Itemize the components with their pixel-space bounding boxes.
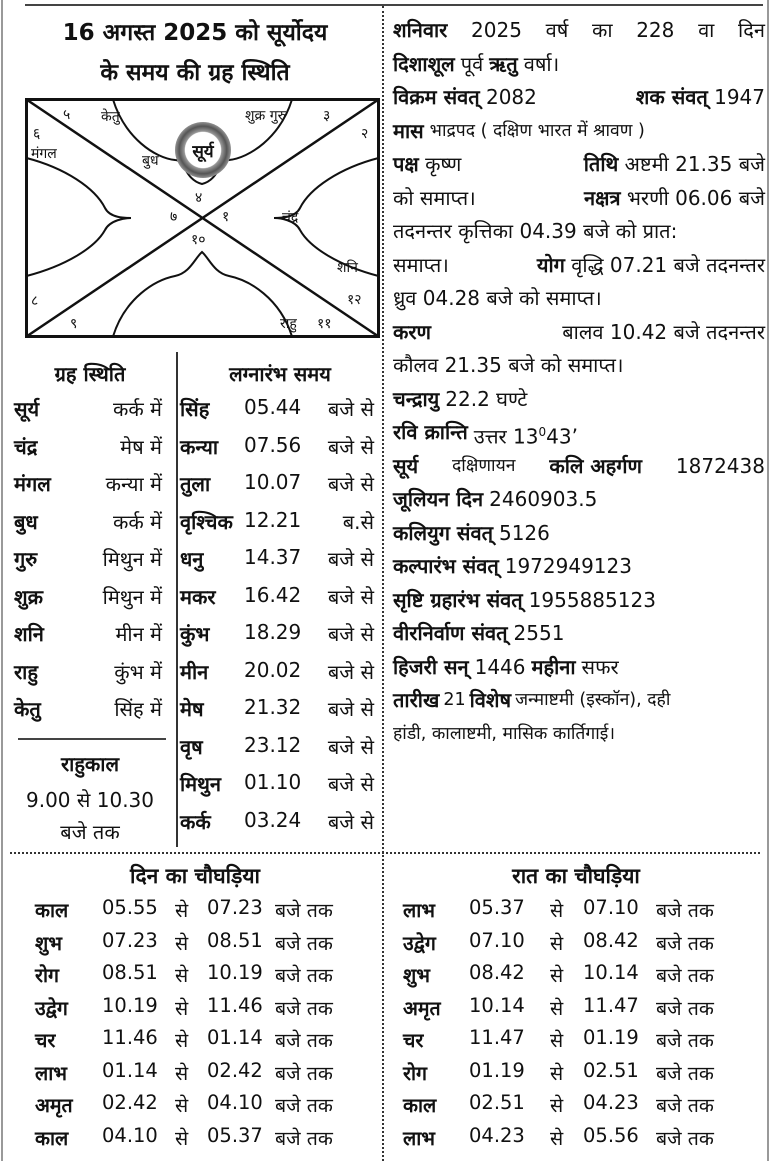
night_choghadiya-row bbox=[403, 1059, 753, 1092]
chog-to: 05.37 bbox=[207, 1123, 263, 1147]
house-8-label: ८ bbox=[31, 293, 39, 309]
lagna-suffix: बजे से bbox=[327, 809, 374, 834]
panchang-line-8 bbox=[393, 249, 765, 283]
chog-tak: बजे तक bbox=[656, 1061, 714, 1085]
right-border bbox=[767, 0, 769, 1161]
chog-from: 08.42 bbox=[469, 961, 525, 984]
text: का bbox=[591, 18, 613, 42]
panchang-line-2 bbox=[393, 48, 765, 82]
weekday: शनिवार bbox=[393, 18, 448, 42]
chog-se: से bbox=[550, 1094, 564, 1117]
chog-to: 04.10 bbox=[207, 1091, 263, 1114]
sun-icon bbox=[175, 122, 231, 178]
chog-tak: बजे तक bbox=[275, 996, 333, 1020]
chog-from: 02.51 bbox=[469, 1091, 525, 1114]
planet-name: राहु bbox=[14, 659, 38, 684]
ketu-label: केतु bbox=[101, 109, 120, 125]
chog-from: 04.10 bbox=[102, 1123, 158, 1147]
label: योग bbox=[536, 252, 565, 277]
house-6-label: ६ bbox=[33, 126, 41, 142]
lagna-rashi: कर्क bbox=[180, 809, 211, 834]
planet-sign: मिथुन में bbox=[102, 584, 162, 609]
chog-from: 05.55 bbox=[102, 896, 158, 919]
value: 1955885123 bbox=[528, 587, 656, 612]
value: ध्रुव 04.28 बजे को समाप्त। bbox=[393, 286, 602, 310]
lagna-time: 05.44 bbox=[244, 395, 302, 419]
chog-name: काल bbox=[35, 1126, 69, 1150]
night_choghadiya-row bbox=[403, 994, 753, 1027]
value: पूर्व bbox=[460, 51, 484, 76]
lagna-row bbox=[180, 470, 380, 504]
chog-to: 08.42 bbox=[583, 928, 639, 952]
planet-sign: कर्क में bbox=[112, 509, 162, 534]
chog-to: 07.23 bbox=[207, 896, 263, 919]
planet-name: शुक्र bbox=[14, 584, 43, 609]
label: तारीख bbox=[393, 688, 440, 712]
house-1-label: १ bbox=[222, 209, 230, 225]
graha-row bbox=[14, 620, 162, 654]
rahukaal-until: बजे तक bbox=[60, 820, 120, 844]
value: हांडी, कालाष्टमी, मासिक कार्तिगाई। bbox=[393, 723, 616, 744]
chog-to: 04.23 bbox=[583, 1091, 639, 1114]
chog-name: काल bbox=[403, 1094, 437, 1117]
degree-sup: 0 bbox=[538, 425, 547, 439]
value: कृष्ण bbox=[425, 152, 462, 176]
chog-from: 11.46 bbox=[102, 1026, 158, 1049]
chog-to: 10.19 bbox=[207, 961, 263, 984]
label: कलियुग संवत् bbox=[393, 520, 493, 545]
text: वा bbox=[698, 18, 715, 42]
lagna-time: 12.21 bbox=[244, 507, 302, 532]
panchang-line-18 bbox=[393, 584, 765, 618]
chog-name: रोग bbox=[403, 1061, 428, 1085]
chog-from: 11.47 bbox=[469, 1026, 525, 1049]
chog-to: 11.47 bbox=[583, 993, 639, 1017]
chog-se: से bbox=[175, 899, 189, 922]
lagna-rashi: वृष bbox=[180, 734, 203, 759]
value: 5126 bbox=[498, 520, 550, 545]
chog-to: 08.51 bbox=[207, 928, 263, 952]
day_choghadiya-row bbox=[35, 994, 385, 1027]
chog-to: 02.51 bbox=[583, 1058, 639, 1082]
house-10-label: १० bbox=[191, 232, 206, 248]
bottom-dotted-divider bbox=[10, 852, 760, 854]
night-choghadiya-heading: रात का चौघड़िया bbox=[512, 864, 640, 888]
value: उत्तर 13 bbox=[473, 424, 539, 449]
panchang-line-6 bbox=[393, 182, 765, 216]
panchang-line-19 bbox=[393, 617, 765, 651]
panchang-line-16 bbox=[393, 517, 765, 551]
value: 21 bbox=[443, 690, 466, 710]
text: दिन bbox=[738, 18, 765, 42]
value: वृद्धि 07.21 बजे तदनन्तर bbox=[571, 252, 765, 277]
label: वीरनिर्वाण संवत् bbox=[393, 621, 508, 645]
value: अष्टमी 21.35 बजे bbox=[624, 152, 765, 176]
value: समाप्त। bbox=[393, 252, 449, 277]
value: 2551 bbox=[513, 621, 565, 645]
lagna-suffix: ब.से bbox=[342, 509, 374, 534]
chog-tak: बजे तक bbox=[275, 1061, 333, 1085]
label: हिजरी सन् bbox=[393, 654, 469, 679]
chog-from: 10.14 bbox=[469, 993, 525, 1017]
rahukaal-heading: राहुकाल bbox=[60, 752, 120, 776]
value: 2082 bbox=[485, 85, 537, 109]
night_choghadiya-row bbox=[403, 1026, 753, 1059]
lagna-rashi: मीन bbox=[180, 659, 209, 684]
lagna-time: 18.29 bbox=[244, 620, 302, 644]
panchang-line-13 bbox=[393, 416, 765, 450]
lagna-time: 01.10 bbox=[244, 770, 302, 794]
lagna-suffix: बजे से bbox=[327, 772, 374, 796]
panchang-line-22 bbox=[393, 718, 765, 752]
lagna-row bbox=[180, 545, 380, 579]
lagna-heading: लग्नारंभ समय bbox=[229, 362, 331, 386]
panchang-line-4 bbox=[393, 115, 765, 149]
rahukaal-rule bbox=[18, 738, 166, 740]
panchang-line-12 bbox=[393, 383, 765, 417]
rahu-label: राहु bbox=[280, 316, 297, 332]
chog-name: उद्वेग bbox=[403, 931, 436, 955]
label: शक संवत् bbox=[635, 85, 708, 109]
lagna-rashi: मिथुन bbox=[180, 772, 222, 796]
label: विशेष bbox=[469, 688, 512, 712]
chog-name: लाभ bbox=[403, 1126, 435, 1150]
chog-tak: बजे तक bbox=[275, 1126, 333, 1150]
panchang-line-1 bbox=[393, 14, 765, 48]
planet-name: चंद्र bbox=[14, 434, 38, 459]
chog-from: 08.51 bbox=[102, 961, 158, 984]
lagna-time: 03.24 bbox=[244, 807, 302, 832]
rahukaal-time: 9.00 से 10.30 bbox=[25, 788, 155, 812]
label: दिशाशूल bbox=[393, 51, 455, 76]
label: चन्द्रायु bbox=[393, 386, 440, 411]
label: कल्पारंभ संवत् bbox=[393, 554, 499, 578]
panchang-line-21 bbox=[393, 684, 765, 718]
shani-label: शनि bbox=[337, 260, 358, 276]
value: वर्षा। bbox=[523, 51, 560, 76]
planet-sign: कुंभ में bbox=[114, 659, 162, 684]
lagna-suffix: बजे से bbox=[327, 472, 374, 496]
chog-name: अमृत bbox=[35, 1094, 73, 1117]
label: तिथि bbox=[583, 152, 619, 176]
night_choghadiya-row bbox=[403, 961, 753, 994]
chog-name: लाभ bbox=[35, 1061, 67, 1085]
chandra-label: चंद्र bbox=[282, 210, 299, 226]
graha-row bbox=[14, 583, 162, 617]
night_choghadiya-row bbox=[403, 896, 753, 929]
graha-row bbox=[14, 545, 162, 579]
label: सृष्टि ग्रहारंभ संवत् bbox=[393, 587, 523, 612]
value: सफर bbox=[581, 654, 619, 679]
chog-se: से bbox=[550, 1061, 564, 1085]
chog-se: से bbox=[175, 1029, 189, 1052]
panchang-line-10 bbox=[393, 316, 765, 350]
panchang-line-17 bbox=[393, 550, 765, 584]
panchang-line-7 bbox=[393, 215, 765, 249]
panchang-line-9 bbox=[393, 282, 765, 316]
chog-name: काल bbox=[35, 899, 69, 922]
chog-se: से bbox=[550, 899, 564, 922]
shukra-guru-label: शुक्र गुरु bbox=[245, 108, 286, 124]
planet-name: केतु bbox=[14, 697, 41, 721]
day_choghadiya-row bbox=[35, 1124, 385, 1157]
chog-se: से bbox=[550, 931, 564, 955]
graha-row bbox=[14, 658, 162, 692]
value: दक्षिणायन bbox=[452, 455, 516, 476]
lagna-row bbox=[180, 395, 380, 429]
chog-tak: बजे तक bbox=[656, 996, 714, 1020]
panchang-line-15 bbox=[393, 483, 765, 517]
lagna-suffix: बजे से bbox=[327, 659, 374, 684]
planet-name: मंगल bbox=[14, 472, 51, 496]
chog-name: लाभ bbox=[403, 899, 435, 922]
night_choghadiya-row bbox=[403, 929, 753, 962]
chog-to: 01.19 bbox=[583, 1026, 639, 1049]
value: 43’ bbox=[546, 424, 578, 449]
chog-tak: बजे तक bbox=[656, 931, 714, 955]
chog-se: से bbox=[175, 931, 189, 955]
house-12-label: १२ bbox=[347, 292, 362, 308]
label: महीना bbox=[531, 654, 576, 679]
value: कौलव 21.35 बजे को समाप्त। bbox=[393, 353, 624, 377]
value: भरणी 06.06 बजे bbox=[626, 185, 765, 210]
chog-from: 10.19 bbox=[102, 993, 158, 1017]
lagna-row bbox=[180, 695, 380, 729]
mangal-label: मंगल bbox=[31, 146, 57, 162]
day_choghadiya-row bbox=[35, 961, 385, 994]
lagna-rashi: सिंह bbox=[180, 397, 210, 421]
label: पक्ष bbox=[393, 152, 419, 176]
graha-row bbox=[14, 395, 162, 429]
chog-to: 02.42 bbox=[207, 1058, 263, 1082]
house-7-label: ७ bbox=[170, 209, 178, 225]
chog-from: 01.14 bbox=[102, 1058, 158, 1082]
day_choghadiya-row bbox=[35, 929, 385, 962]
graha-sthiti-heading: ग्रह स्थिति bbox=[54, 362, 126, 386]
chog-tak: बजे तक bbox=[275, 1029, 333, 1052]
chog-to: 07.10 bbox=[583, 896, 639, 919]
day_choghadiya-row bbox=[35, 896, 385, 929]
value: 1947 bbox=[714, 85, 765, 109]
house-3-label: ३ bbox=[323, 108, 331, 124]
label: नक्षत्र bbox=[584, 185, 621, 210]
chog-from: 01.19 bbox=[469, 1058, 525, 1082]
planet-name: गुरु bbox=[14, 547, 38, 571]
planet-sign: सिंह में bbox=[114, 697, 162, 721]
lagna-time: 21.32 bbox=[244, 695, 302, 719]
value: जन्माष्टमी (इस्कॉन), दही bbox=[515, 690, 671, 710]
chog-tak: बजे तक bbox=[275, 931, 333, 955]
lagna-rashi: वृश्चिक bbox=[180, 509, 233, 534]
lagna-rashi: मकर bbox=[180, 584, 216, 609]
lagna-rashi: कन्या bbox=[180, 434, 219, 459]
night_choghadiya-row bbox=[403, 1124, 753, 1157]
lagna-row bbox=[180, 583, 380, 617]
lagna-suffix: बजे से bbox=[327, 734, 374, 759]
value: 1446 bbox=[474, 654, 526, 679]
planet-sign: कर्क में bbox=[112, 397, 162, 421]
panchang-details bbox=[393, 14, 765, 751]
chog-se: से bbox=[175, 964, 189, 987]
chog-tak: बजे तक bbox=[656, 964, 714, 987]
chog-to: 05.56 bbox=[583, 1123, 639, 1147]
lagna-time: 20.02 bbox=[244, 657, 302, 682]
budh-label: बुध bbox=[142, 153, 159, 169]
chog-se: से bbox=[550, 1029, 564, 1052]
value: भाद्रपद ( दक्षिण भारत में श्रावण ) bbox=[429, 120, 645, 141]
chog-name: चर bbox=[403, 1029, 424, 1052]
label: मास bbox=[393, 118, 424, 143]
chog-tak: बजे तक bbox=[656, 1029, 714, 1052]
chog-tak: बजे तक bbox=[275, 964, 333, 987]
chog-se: से bbox=[175, 996, 189, 1020]
lagna-time: 07.56 bbox=[244, 432, 302, 457]
lagna-rashi: कुंभ bbox=[180, 622, 210, 646]
planet-sign: मेष में bbox=[120, 434, 162, 459]
lagna-row bbox=[180, 770, 380, 804]
top-rule bbox=[25, 4, 763, 6]
night_choghadiya-row bbox=[403, 1091, 753, 1124]
lagna-rashi: तुला bbox=[180, 472, 211, 496]
planet-name: शनि bbox=[14, 622, 44, 646]
sun-label: सूर्य bbox=[192, 141, 214, 162]
left-border bbox=[1, 0, 3, 1161]
label: विक्रम संवत् bbox=[393, 85, 480, 109]
day-choghadiya-heading: दिन का चौघड़िया bbox=[130, 864, 260, 888]
chog-to: 11.46 bbox=[207, 993, 263, 1017]
chog-se: से bbox=[550, 996, 564, 1020]
chog-from: 07.23 bbox=[102, 928, 158, 952]
lagna-time: 10.07 bbox=[244, 470, 302, 494]
panchang-line-5 bbox=[393, 148, 765, 182]
lagna-rashi: धनु bbox=[180, 547, 204, 571]
label: कलि अहर्गण bbox=[549, 453, 643, 478]
day-number: 228 bbox=[636, 18, 675, 42]
lagna-row bbox=[180, 433, 380, 467]
chog-name: शुभ bbox=[403, 964, 430, 987]
day_choghadiya-row bbox=[35, 1091, 385, 1124]
chog-from: 07.10 bbox=[469, 928, 525, 952]
lagna-suffix: बजे से bbox=[327, 622, 374, 646]
page-title-line2: के समय की ग्रह स्थिति bbox=[100, 60, 290, 86]
lagna-suffix: बजे से bbox=[327, 397, 374, 421]
lagna-suffix: बजे से bbox=[327, 547, 374, 571]
chog-name: रोग bbox=[35, 964, 60, 987]
label: ऋतु bbox=[489, 51, 518, 76]
panchang-line-11 bbox=[393, 349, 765, 383]
planet-name: सूर्य bbox=[14, 397, 40, 421]
label: जूलियन दिन bbox=[393, 487, 484, 511]
chog-se: से bbox=[175, 1126, 189, 1150]
panchang-line-20 bbox=[393, 651, 765, 685]
kundali-chart bbox=[25, 98, 380, 338]
panchang-line-14 bbox=[393, 450, 765, 484]
chog-from: 02.42 bbox=[102, 1091, 158, 1114]
chog-tak: बजे तक bbox=[656, 1126, 714, 1150]
value: को समाप्त। bbox=[393, 185, 476, 210]
planet-sign: मिथुन में bbox=[102, 547, 162, 571]
chog-se: से bbox=[175, 1094, 189, 1117]
lagna-row bbox=[180, 620, 380, 654]
panchang-line-3 bbox=[393, 81, 765, 115]
chog-tak: बजे तक bbox=[275, 899, 333, 922]
house-11-label: ११ bbox=[317, 316, 332, 332]
house-5-label: ५ bbox=[63, 107, 71, 123]
lagna-suffix: बजे से bbox=[327, 697, 374, 721]
value: 2460903.5 bbox=[489, 487, 598, 511]
chog-name: शुभ bbox=[35, 931, 62, 955]
lagna-row bbox=[180, 658, 380, 692]
chog-se: से bbox=[550, 964, 564, 987]
label: करण bbox=[393, 319, 431, 344]
lagna-time: 16.42 bbox=[244, 582, 302, 607]
day_choghadiya-row bbox=[35, 1059, 385, 1092]
chog-to: 10.14 bbox=[583, 961, 639, 984]
chog-tak: बजे तक bbox=[656, 899, 714, 922]
lagna-time: 23.12 bbox=[244, 732, 302, 757]
house-4-label: ४ bbox=[195, 190, 203, 206]
graha-row bbox=[14, 508, 162, 542]
grah-lagna-divider bbox=[176, 352, 178, 847]
chog-to: 01.14 bbox=[207, 1026, 263, 1049]
lagna-row bbox=[180, 508, 380, 542]
lagna-suffix: बजे से bbox=[327, 584, 374, 609]
lagna-suffix: बजे से bbox=[327, 434, 374, 459]
lagna-row bbox=[180, 733, 380, 767]
planet-sign: मीन में bbox=[115, 622, 162, 646]
value: 1972949123 bbox=[504, 554, 632, 578]
chog-from: 04.23 bbox=[469, 1123, 525, 1147]
day_choghadiya-row bbox=[35, 1026, 385, 1059]
house-9-label: ९ bbox=[70, 316, 78, 332]
graha-row bbox=[14, 433, 162, 467]
label: सूर्य bbox=[393, 453, 419, 478]
label: रवि क्रान्ति bbox=[393, 420, 468, 444]
page-title-line1: 16 अगस्त 2025 को सूर्योदय bbox=[62, 20, 328, 46]
lagna-rashi: मेष bbox=[180, 697, 204, 721]
planet-name: बुध bbox=[14, 509, 38, 534]
chog-se: से bbox=[175, 1061, 189, 1085]
graha-row bbox=[14, 470, 162, 504]
house-2-label: २ bbox=[361, 126, 369, 142]
graha-row bbox=[14, 695, 162, 729]
value: तदनन्तर कृत्तिका 04.39 बजे को प्रात: bbox=[393, 219, 678, 243]
value: बालव 10.42 बजे तदनन्तर bbox=[562, 319, 765, 344]
chog-name: चर bbox=[35, 1029, 56, 1052]
value: 1872438 bbox=[675, 453, 765, 478]
lagna-time: 14.37 bbox=[244, 545, 302, 569]
text: वर्ष bbox=[545, 18, 569, 42]
chog-tak: बजे तक bbox=[275, 1094, 333, 1117]
lagna-row bbox=[180, 808, 380, 842]
planet-sign: कन्या में bbox=[105, 472, 162, 496]
chog-tak: बजे तक bbox=[656, 1094, 714, 1117]
chog-name: उद्वेग bbox=[35, 996, 68, 1020]
value: 22.2 घण्टे bbox=[445, 386, 528, 411]
chog-name: अमृत bbox=[403, 996, 441, 1020]
chog-se: से bbox=[550, 1126, 564, 1150]
chog-from: 05.37 bbox=[469, 896, 525, 919]
year: 2025 bbox=[471, 18, 522, 42]
